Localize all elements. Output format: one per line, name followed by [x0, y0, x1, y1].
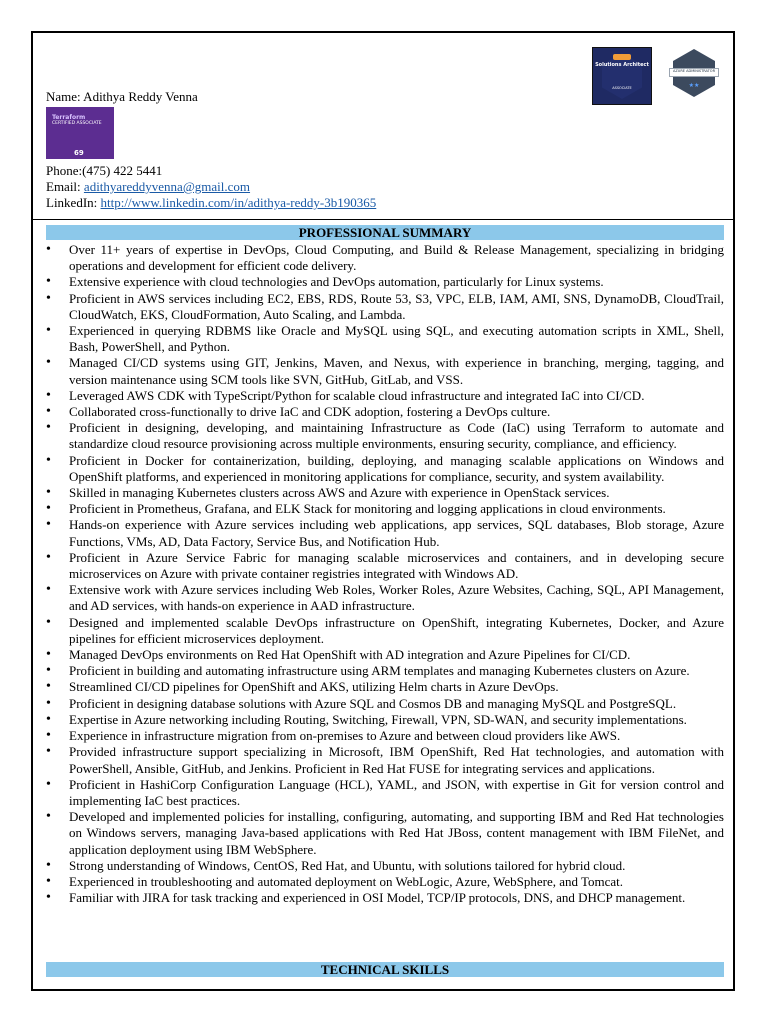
- aws-badge-title: Solutions Architect: [595, 62, 649, 68]
- contact-block: [46, 89, 376, 211]
- summary-item: • Proficient in designing, developing, and maintaining Infrastructure as Code (IaC) using Terraform to automate and standardize cloud resource provisioning across multiple environments, ensuring security, compliance, and efficiency.: [46, 420, 724, 452]
- summary-item: • Proficient in building and automating infrastructure using ARM templates and managing Kubernetes clusters on Azure.: [46, 663, 724, 679]
- summary-item: • Managed CI/CD systems using GIT, Jenkins, Maven, and Nexus, with experience in branching, merging, tagging, and version maintenance using SCM tools like SVN, GitHub, GitLab, and VSS.: [46, 355, 724, 387]
- summary-item: • Experience in infrastructure migration from on-premises to Azure and between cloud providers like AWS.: [46, 728, 724, 744]
- azure-administrator-badge: [669, 49, 719, 101]
- terraform-badge-brand: Terraform: [52, 114, 86, 121]
- summary-item: • Strong understanding of Windows, CentOS, Red Hat, and Ubuntu, with solutions tailored for hybrid cloud.: [46, 858, 724, 874]
- candidate-name: Name: Adithya Reddy Venna: [46, 89, 198, 104]
- technical-skills-heading: TECHNICAL SKILLS: [46, 962, 724, 977]
- linkedin-line: [46, 195, 376, 211]
- summary-item: • Managed DevOps environments on Red Hat OpenShift with AD integration and Azure Pipelines for CI/CD.: [46, 647, 724, 663]
- summary-item: • Over 11+ years of expertise in DevOps, Cloud Computing, and Build & Release Management, specializing in bridging operations and development for efficient code delivery.: [46, 242, 724, 274]
- phone-line: Phone:(475) 422 5441: [46, 163, 163, 178]
- summary-item: • Proficient in designing database solutions with Azure SQL and Cosmos DB and managing MySQL and PostgreSQL.: [46, 696, 724, 712]
- summary-item: • Proficient in HashiCorp Configuration Language (HCL), YAML, and JSON, with expertise in Git for version control and implementing IaC best practices.: [46, 777, 724, 809]
- email-label: Email:: [46, 179, 84, 194]
- terraform-associate-badge: [46, 107, 114, 159]
- summary-item: • Leveraged AWS CDK with TypeScript/Python for scalable cloud infrastructure and integrated IaC into CI/CD.: [46, 388, 724, 404]
- summary-item: • Designed and implemented scalable DevOps infrastructure on OpenShift, integrating Kubernetes, Docker, and Azure pipelines for efficient microservices deployment.: [46, 615, 724, 647]
- summary-item: • Familiar with JIRA for task tracking and experienced in OSI Model, TCP/IP protocols, DNS, and DHCP management.: [46, 890, 724, 906]
- summary-item: • Hands-on experience with Azure services including web applications, app services, SQL databases, Blob storage, Azure Functions, VMs, AD, Data Factory, Service Bus, and Notification Hub.: [46, 517, 724, 549]
- azure-badge-title: AZURE ADMINISTRATOR: [673, 69, 715, 73]
- azure-badge-stars-icon: ★★: [688, 83, 700, 89]
- aws-solutions-architect-badge: [592, 47, 652, 105]
- summary-item: • Proficient in Docker for containerization, building, deploying, and managing scalable applications on Windows and OpenShift platforms, and experienced in monitoring applications for compliance, security, and system availability.: [46, 453, 724, 485]
- header-divider: [33, 219, 733, 220]
- professional-summary-heading: PROFESSIONAL SUMMARY: [46, 225, 724, 240]
- summary-item: • Extensive experience with cloud technologies and DevOps automation, particularly for Linux systems.: [46, 274, 724, 290]
- summary-list: [46, 242, 724, 906]
- summary-item: • Experienced in troubleshooting and automated deployment on WebLogic, Azure, WebSphere, and Tomcat.: [46, 874, 724, 890]
- terraform-badge-code: 69: [74, 149, 84, 157]
- linkedin-link[interactable]: http://www.linkedin.com/in/adithya-reddy-3b190365: [100, 195, 377, 210]
- summary-item: • Skilled in managing Kubernetes clusters across AWS and Azure with experience in OpenStack services.: [46, 485, 724, 501]
- summary-item: • Provided infrastructure support specializing in Microsoft, IBM OpenShift, Red Hat technologies, and automation with PowerShell, Ansible, GitHub, and Jenkins. Proficient in Red Hat FUSE for integrating services and applications.: [46, 744, 724, 776]
- aws-logo-icon: [613, 54, 631, 60]
- summary-item: • Collaborated cross-functionally to drive IaC and CDK adoption, fostering a DevOps culture.: [46, 404, 724, 420]
- aws-badge-level: ASSOCIATE: [612, 86, 632, 90]
- resume-page: [31, 31, 735, 991]
- summary-item: • Proficient in AWS services including EC2, EBS, RDS, Route 53, S3, VPC, ELB, IAM, AMI, SNS, DynamoDB, CloudTrail, CloudWatch, EKS, CloudFormation, Auto Scaling, and Lambda.: [46, 291, 724, 323]
- summary-item: • Developed and implemented policies for installing, configuring, automating, and supporting IBM and Red Hat technologies on Windows servers, managing Java-based applications with Red Hat JBoss, content management with IBM FileNet, and application deployment using IBM WebSphere.: [46, 809, 724, 858]
- summary-item: • Proficient in Prometheus, Grafana, and ELK Stack for monitoring and logging applications in cloud environments.: [46, 501, 724, 517]
- azure-badge-band: [669, 68, 719, 77]
- summary-item: • Experienced in querying RDBMS like Oracle and MySQL using SQL, and executing automation scripts in XML, Shell, Bash, PowerShell, and Python.: [46, 323, 724, 355]
- email-link[interactable]: adithyareddyvenna@gmail.com: [83, 179, 251, 194]
- summary-item: • Extensive work with Azure services including Web Roles, Worker Roles, Azure Websites, Caching, SQL, API Management, and AD services, with hands-on experience in AAD infrastructure.: [46, 582, 724, 614]
- summary-item: • Proficient in Azure Service Fabric for managing scalable microservices and containers, and in developing secure microservices on Azure with private container registries integrated with Windows AD.: [46, 550, 724, 582]
- summary-item: • Expertise in Azure networking including Routing, Switching, Firewall, VPN, SD-WAN, and security implementations.: [46, 712, 724, 728]
- summary-item: • Streamlined CI/CD pipelines for OpenShift and AKS, utilizing Helm charts in Azure DevOps.: [46, 679, 724, 695]
- linkedin-label: LinkedIn:: [46, 195, 101, 210]
- email-line: [46, 179, 376, 195]
- terraform-badge-text: CERTIFIED ASSOCIATE: [52, 121, 102, 126]
